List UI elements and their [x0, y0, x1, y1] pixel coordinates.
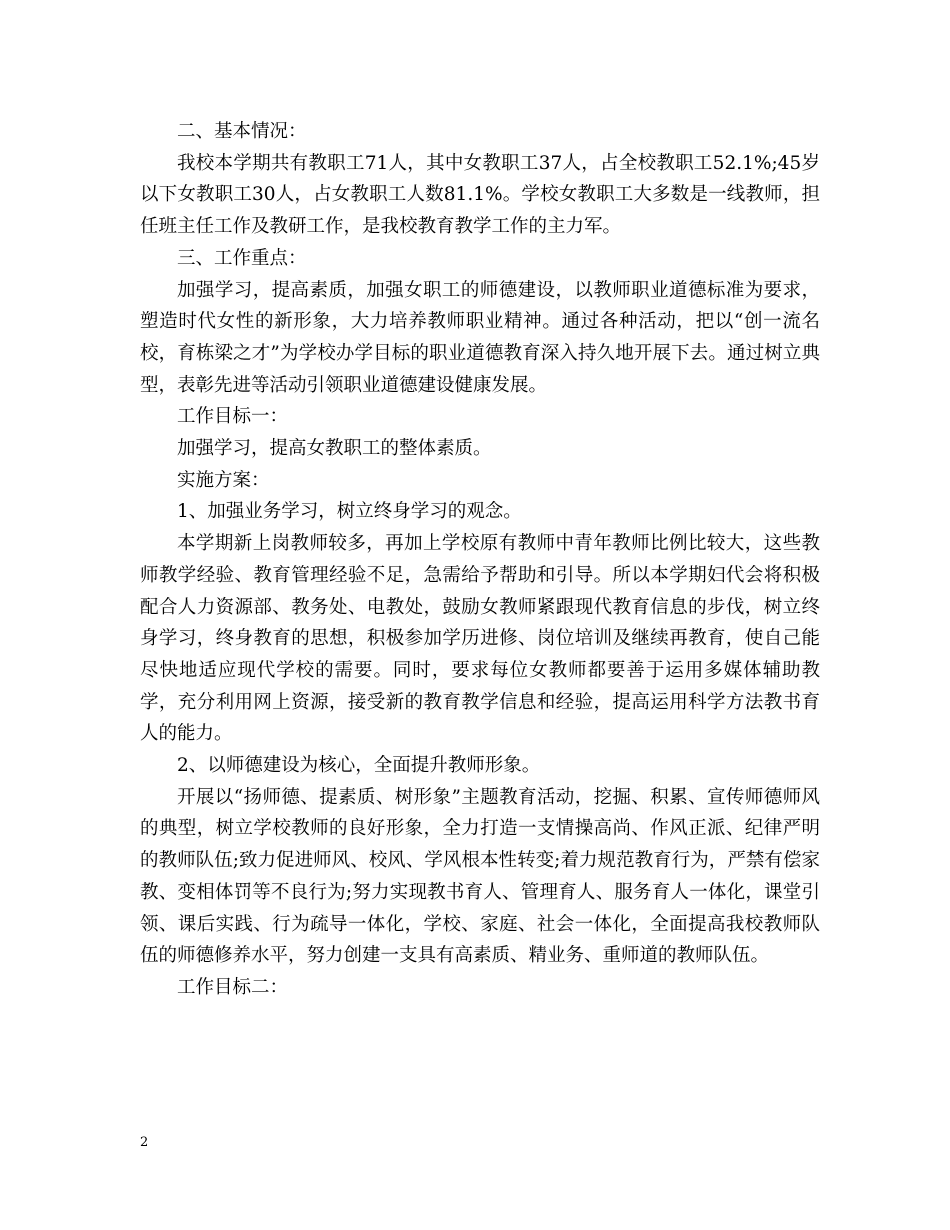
paragraph-plan-item-1: 本学期新上岗教师较多，再加上学校原有教师中青年教师比例比较大，这些教师教学经验、教育管理经验不足，急需给予帮助和引导。所以本学期妇代会将积极配合人力资源部、教务处、电教处，鼓励女教师紧跟现代教育信息的步伐，树立终身学习，终身教育的思想，积极参加学历进修、岗位培训及继续再教育，使自己能尽快地适应现代学校的需要。同时，要求每位女教师都要善于运用多媒体辅助教学，充分利用网上资源，接受新的教育教学信息和经验，提高运用科学方法教书育人的能力。	[140, 533, 820, 745]
subheading-plan-item-1: 1、加强业务学习，树立终身学习的观念。	[177, 501, 522, 523]
page-number: 2	[140, 1135, 149, 1150]
paragraph-work-focus: 加强学习，提高素质，加强女职工的师德建设，以教师职业道德标准为要求，塑造时代女性的新形象，大力培养教师职业精神。通过各种活动，把以“创一流名校，育栋梁之才”为学校办学目标的职业道德教育深入持久地开展下去。通过树立典型，表彰先进等活动引领职业道德建设健康发展。	[140, 279, 820, 396]
paragraph-goal-one: 加强学习，提高女教职工的整体素质。	[177, 438, 492, 460]
heading-implementation-plan: 实施方案：	[177, 469, 270, 491]
heading-goal-one: 工作目标一：	[177, 406, 289, 428]
subheading-plan-item-2: 2、以师德建设为核心，全面提升教师形象。	[177, 755, 541, 777]
heading-basic-situation: 二、基本情况：	[177, 121, 307, 142]
document-body	[140, 116, 820, 1004]
paragraph-plan-item-2: 开展以“扬师德、提素质、树形象”主题教育活动，挖掘、积累、宣传师德师风的典型，树立学校教师的良好形象，全力打造一支情操高尚、作风正派、纪律严明的教师队伍;致力促进师风、校风、学风根本性转变;着力规范教育行为，严禁有偿家教、变相体罚等不良行为;努力实现教书育人、管理育人、服务育人一体化，课堂引领、课后实践、行为疏导一体化，学校、家庭、社会一体化，全面提高我校教师队伍的师德修养水平，努力创建一支具有高素质、精业务、重师道的教师队伍。	[140, 786, 820, 967]
paragraph-staff-statistics: 我校本学期共有教职工71人，其中女教职工37人，占全校教职工52.1%;45岁以下女教职工30人，占女教职工人数81.1%。学校女教职工大多数是一线教师，担任班主任工作及教研工作，是我校教育教学工作的主力军。	[140, 152, 820, 238]
heading-work-focus: 三、工作重点：	[177, 247, 307, 269]
heading-goal-two: 工作目标二：	[177, 976, 289, 998]
